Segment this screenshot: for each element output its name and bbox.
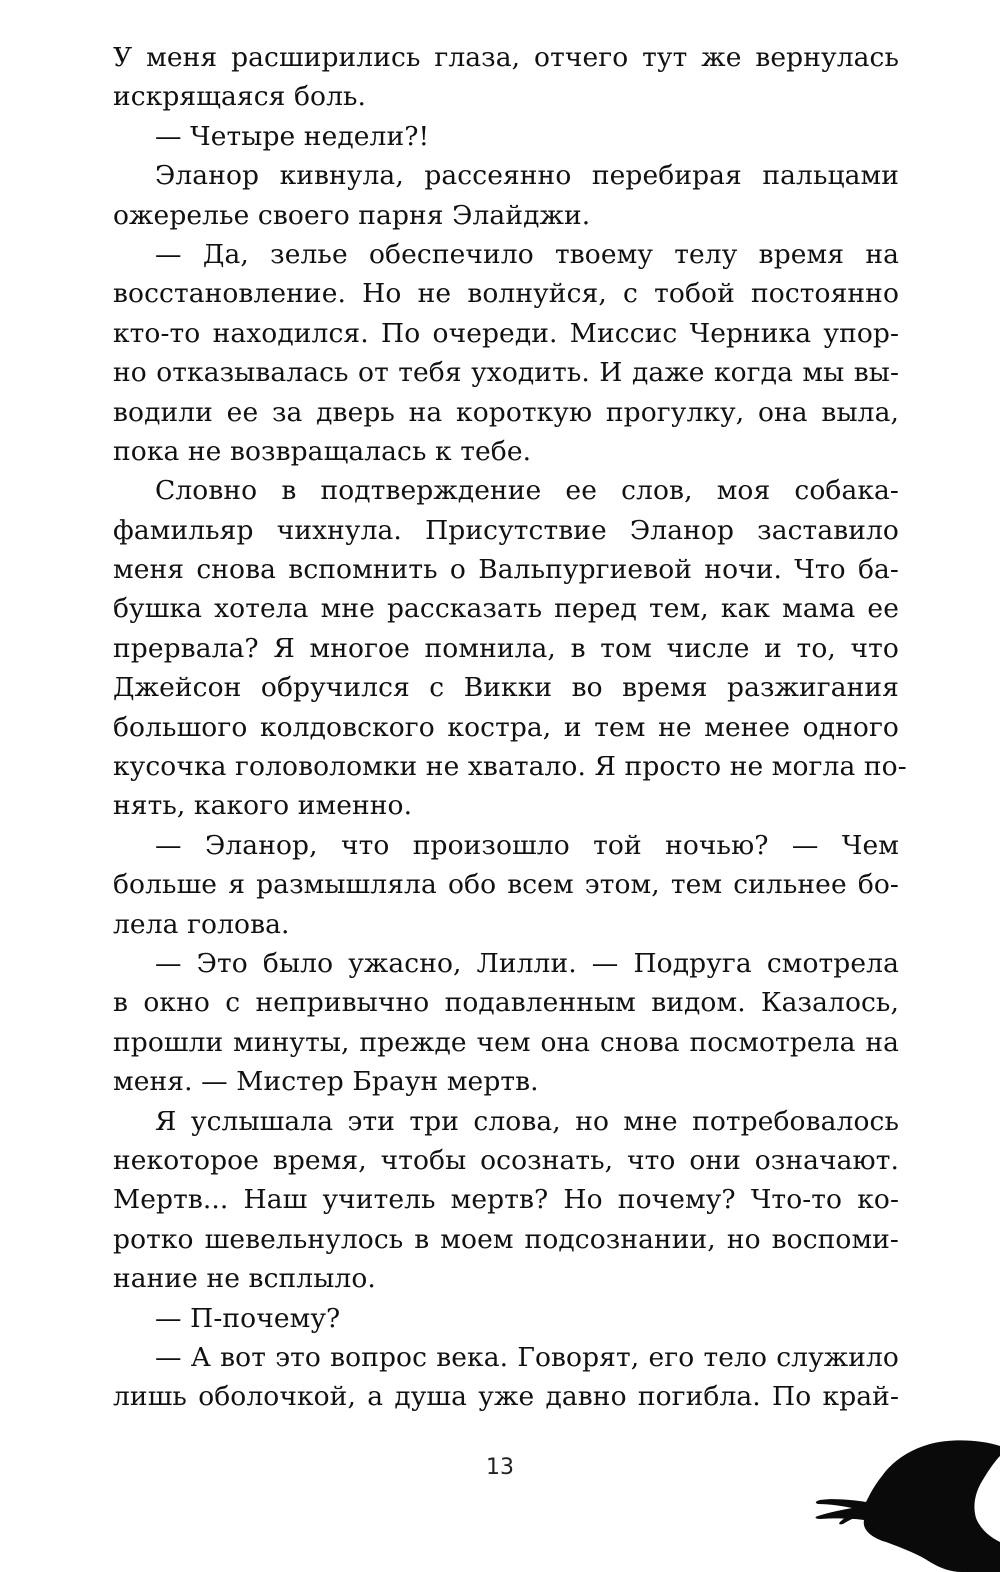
text-line: лишь оболочкой, а душа уже давно погибла. По край- [113, 1381, 899, 1413]
text-line: ротко шевельнулось в моем подсознании, но воспоми- [113, 1223, 899, 1255]
text-line: У меня расширились глаза, отчего тут же вернулась [113, 42, 899, 73]
text-line: Словно в подтверждение ее слов, моя собака- [155, 475, 899, 507]
text-line: фамильяр чихнула. Присутствие Эланор заставило [113, 514, 899, 546]
text-line: бушка хотела мне рассказать перед тем, как мама ее [113, 593, 899, 625]
text-line: в окно с непривычно подавленным видом. Казалось, [113, 987, 899, 1019]
text-line: лела голова. [113, 908, 290, 940]
text-line: большого колдовского костра, и тем не менее одного [113, 711, 899, 743]
text-line: меня снова вспомнить о Вальпургиевой ночи. Что ба- [113, 554, 899, 586]
text-line: прошли минуты, прежде чем она снова посмотрела на [113, 1026, 899, 1058]
crow-silhouette-icon [812, 1438, 1000, 1572]
text-line: — А вот это вопрос века. Говорят, его тело служило [155, 1341, 899, 1373]
text-line: Эланор кивнула, рассеянно перебирая пальцами [155, 160, 899, 192]
text-line: но отказывалась от тебя уходить. И даже когда мы вы- [113, 357, 899, 389]
text-line: прервала? Я многое помнила, в том числе и то, что [113, 632, 899, 664]
text-line: Я услышала эти три слова, но мне потребовалось [155, 1105, 899, 1137]
page-text [113, 38, 907, 1417]
text-line: Мертв... Наш учитель мертв? Но почему? Что-то ко- [113, 1184, 899, 1216]
text-line: — Это было ужасно, Лилли. — Подруга смотрела [155, 947, 899, 979]
text-line: некоторое время, чтобы осознать, что они означают. [113, 1144, 899, 1176]
text-line: Джейсон обручился с Викки во время разжигания [113, 672, 899, 704]
text-line: — Эланор, что произошло той ночью? — Чем [155, 829, 899, 861]
text-line: — Четыре недели?! [155, 120, 430, 152]
text-line: нять, какого именно. [113, 790, 413, 822]
text-line: нание не всплыло. [113, 1263, 376, 1295]
text-line: искрящаяся боль. [113, 81, 367, 113]
text-line: водили ее за дверь на короткую прогулку, она выла, [113, 396, 899, 428]
text-line: ожерелье своего парня Элайджи. [113, 199, 591, 231]
text-line: меня. — Мистер Браун мертв. [113, 1066, 539, 1098]
text-line: кусочка головоломки не хватало. Я просто не могла по- [113, 751, 907, 783]
text-line: больше я размышляла обо всем этом, тем сильнее бо- [113, 869, 899, 901]
text-line: кто-то находился. По очереди. Миссис Черника упор- [113, 317, 899, 349]
text-line: восстановление. Но не волнуйся, с тобой постоянно [113, 278, 899, 310]
text-line: — Да, зелье обеспечило твоему телу время на [155, 238, 899, 270]
text-line: — П-почему? [155, 1302, 341, 1334]
text-line: пока не возвращалась к тебе. [113, 435, 532, 467]
page-number: 13 [486, 1455, 514, 1480]
